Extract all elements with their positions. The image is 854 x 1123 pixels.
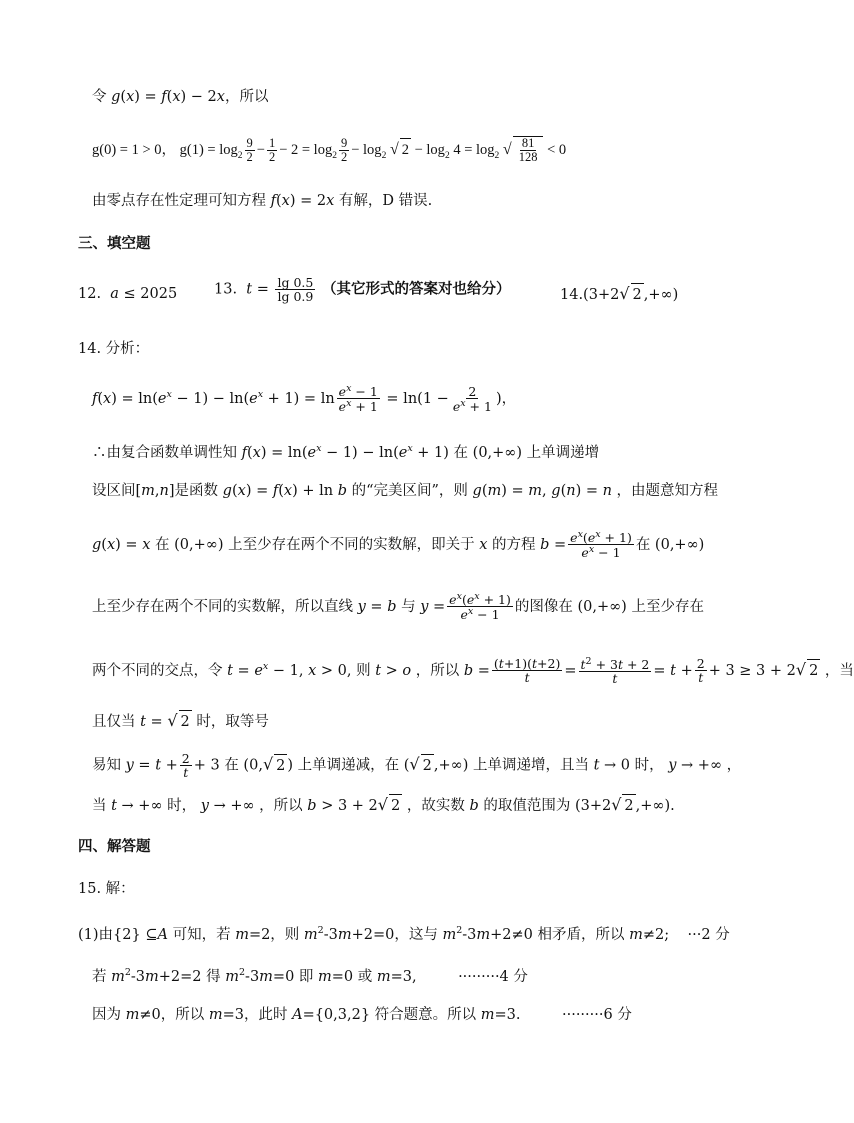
answer-14: 14.(3+2√ 2 ,+∞) xyxy=(560,283,678,306)
answer-13: 13. t = $\frac{\lg 0.5}{\lg 0.9}$ （其它形式的答案对也给分） xyxy=(214,275,511,305)
section-heading-fill-blank: 三、填空题 xyxy=(78,236,151,252)
q14-equality: 且仅当 t = √ 2 时，取等号 xyxy=(92,710,269,733)
text-line-define-g: 令 g(x) = f(x) − 2x，所以 xyxy=(92,89,269,105)
section-heading-solutions: 四、解答题 xyxy=(78,839,151,855)
q14-f-expression: $f(x) = \ln(e^x - 1) - \ln(e^x + 1) = \ln$ $\frac{e^x - 1}{e^x + 1}$ = ln(1 − $\frac{2}{e^x + 1}$ )， xyxy=(92,383,517,415)
q14-heading: 14. 分析： xyxy=(78,341,150,357)
q14-conclusion: 当 t → +∞ 时， y → +∞ ，所以 b > 3 + 2√ 2 ，故实数 b 的取值范围为 (3+2√ 2 ,+∞). xyxy=(92,794,675,817)
text-line-zero-theorem: 由零点存在性定理可知方程 f(x) = 2x 有解，D 错误. xyxy=(92,193,433,209)
q15-step1: (1)由{2} ⊆A 可知，若 m=2，则 $m^2-3m+2=0$，这与 $m^2-3m+2\ne 0$ 相矛盾，所以 m≠2; ···2 分 xyxy=(78,925,730,943)
math-line-g-values: g(0) = 1 > 0， $g(1) = \log_2$ $\frac{9}{2}$ − $\frac{1}{2}$ − $2 = \log_2$ $\frac{9}{2}$ − $\log_2$ √ $2 - \log_2 4 = \log_2$ √ $\frac{81}{128}$ < 0 xyxy=(92,136,567,165)
q15-heading: 15. 解： xyxy=(78,881,135,897)
q14-substitution: 两个不同的交点，令 $t = e^x - 1$, x > 0, 则 t > o ，所以 b = $\frac{(t+1)(t+2)}{t}$ = $\frac{t^2 + 3t + 2}{t}$ = t + $\frac{2}{t}$ + 3 ≥ 3 + 2√ 2 ，当 xyxy=(92,655,854,686)
q15-step3: 因为 m≠0，所以 m=3，此时 A={0,3,2} 符合题意。所以 m=3. ·········6 分 xyxy=(92,1007,632,1023)
q14-line-y-b: 上至少存在两个不同的实数解，所以直线 y = b 与 y = $\frac{e^x(e^x + 1)}{e^x - 1}$ 的图像在 (0,+∞) 上至少存在 xyxy=(92,591,704,623)
answer-12: 12. a ≤ 2025 xyxy=(78,286,178,302)
q14-equation-b: g(x) = x 在 (0,+∞) 上至少存在两个不同的实数解，即关于 x 的方程 b = $\frac{e^x(e^x + 1)}{e^x - 1}$ 在 (0,+∞) xyxy=(92,529,705,561)
q14-monotonic: ∴由复合函数单调性知 $f(x) = \ln(e^x - 1) - \ln(e^x + 1)$ 在 (0,+∞) 上单调递增 xyxy=(92,443,600,461)
q14-monotonic-y: 易知 y = t + $\frac{2}{t}$ + 3 在 (0,√ 2 ) 上单调递减，在 (√ 2 ,+∞) 上单调递增，且当 t → 0 时， y → +∞ ， xyxy=(92,751,742,781)
q15-step2: 若 $m^2-3m+2=2$ 得 $m^2-3m=0$ 即 m=0 或 m=3, ·········4 分 xyxy=(92,967,528,985)
q14-perfect-interval: 设区间[m,n]是函数 g(x) = f(x) + ln b 的“完美区间”，则 g(m) = m, g(n) = n ，由题意知方程 xyxy=(92,483,719,499)
answer-13-note: （其它形式的答案对也给分） xyxy=(321,281,511,298)
